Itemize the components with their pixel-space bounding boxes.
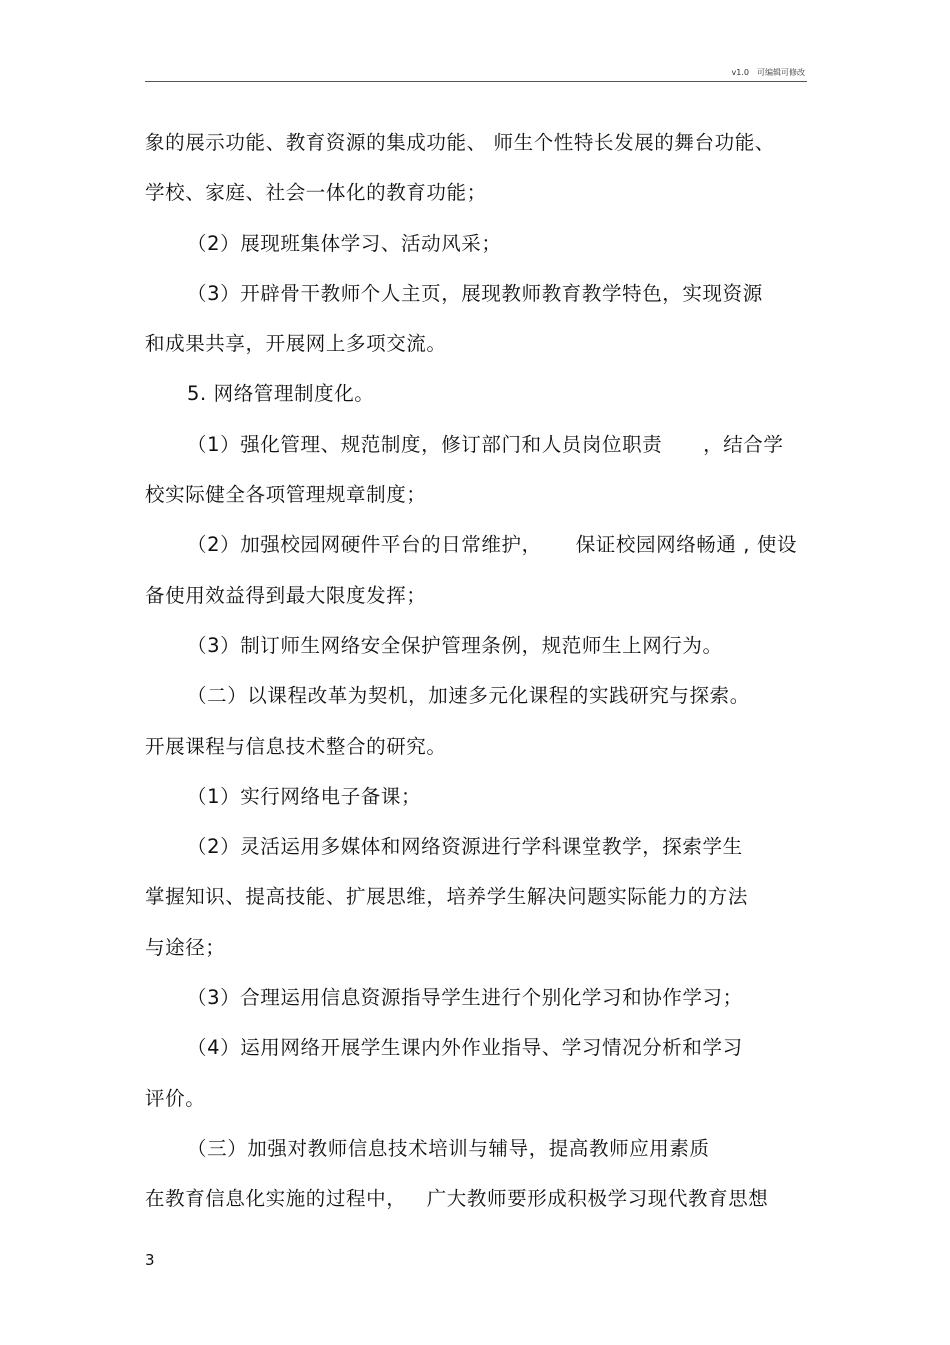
section-heading: （二）以课程改革为契机，加速多元化课程的实践研究与探索。 bbox=[187, 684, 750, 708]
text-line: （2）灵活运用多媒体和网络资源进行学科课堂教学，探索学生 bbox=[187, 835, 743, 859]
version-note: v1.0 可编辑可修改 bbox=[731, 68, 805, 77]
text-line: （1）强化管理、规范制度，修订部门和人员岗位职责 ，结合学 bbox=[187, 432, 784, 456]
text-line: 评价。 bbox=[145, 1086, 206, 1110]
text-line: （3）合理运用信息资源指导学生进行个别化学习和协作学习； bbox=[187, 986, 743, 1010]
document-body bbox=[145, 118, 807, 1225]
text-line: 掌握知识、提高技能、扩展思维，培养学生解决问题实际能力的方法 bbox=[145, 885, 749, 909]
text-line: 与途径； bbox=[145, 935, 226, 959]
text-line: 开展课程与信息技术整合的研究。 bbox=[145, 734, 447, 758]
section-heading: （三）加强对教师信息技术培训与辅导，提高教师应用素质 bbox=[187, 1136, 710, 1160]
text-line: （1）实行网络电子备课； bbox=[187, 784, 422, 808]
text-line: 在教育信息化实施的过程中， 广大教师要形成积极学习现代教育思想 bbox=[145, 1187, 769, 1211]
text-line: （2）加强校园网硬件平台的日常维护， 保证校园网络畅通 , 使设 bbox=[187, 533, 798, 557]
text-line: 校实际健全各项管理规章制度； bbox=[145, 483, 427, 507]
text-line: 学校、家庭、社会一体化的教育功能； bbox=[145, 181, 487, 205]
text-line: （4）运用网络开展学生课内外作业指导、学习情况分析和学习 bbox=[187, 1036, 743, 1060]
page-number: 3 bbox=[145, 1251, 155, 1269]
header-divider bbox=[145, 81, 807, 82]
text-line: （3）制订师生网络安全保护管理条例，规范师生上网行为。 bbox=[187, 633, 723, 657]
text-line: （3）开辟骨干教师个人主页，展现教师教育教学特色，实现资源 bbox=[187, 281, 763, 305]
text-line: 和成果共享，开展网上多项交流。 bbox=[145, 332, 447, 356]
text-line: 备使用效益得到最大限度发挥； bbox=[145, 583, 427, 607]
section-heading: 5. 网络管理制度化。 bbox=[187, 382, 375, 406]
text-line: 象的展示功能、教育资源的集成功能、 师生个性特长发展的舞台功能、 bbox=[145, 131, 775, 154]
text-line: （2）展现班集体学习、活动风采； bbox=[187, 231, 502, 255]
